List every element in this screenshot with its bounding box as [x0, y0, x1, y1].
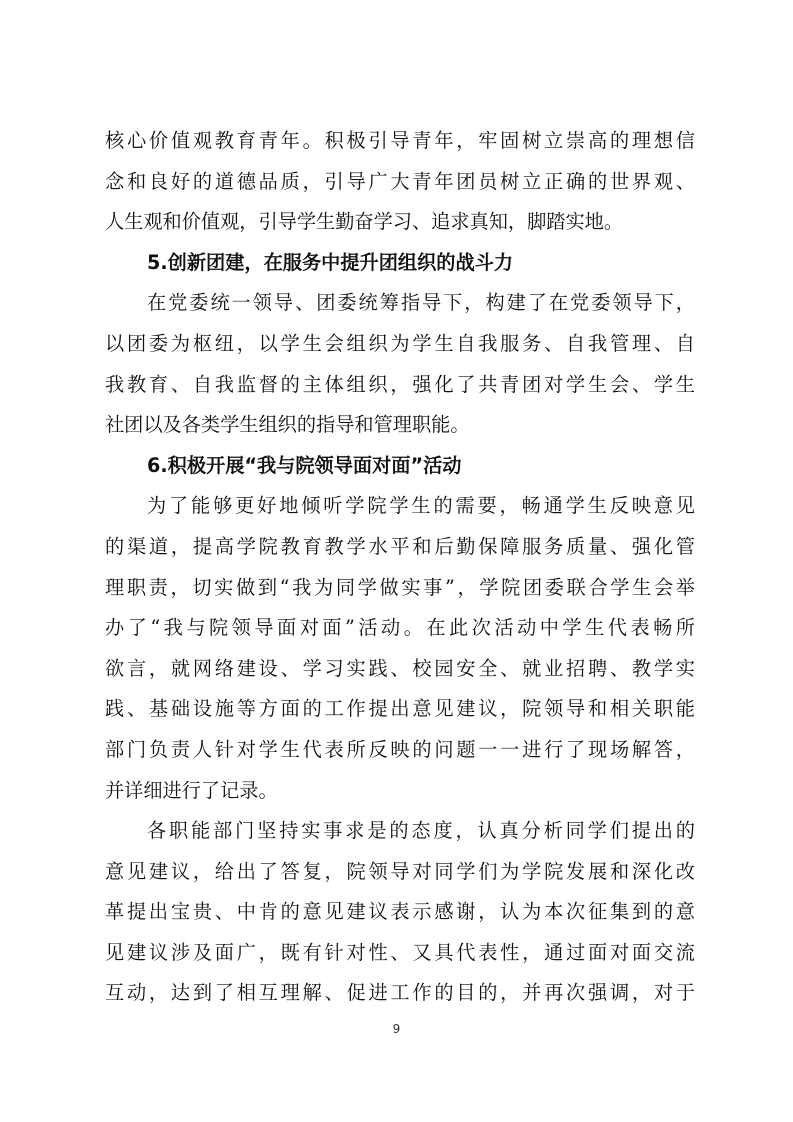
- section-heading-6: [105, 446, 695, 487]
- paragraph: [105, 486, 695, 811]
- text-line: 各职能部门坚持实事求是的态度，认真分析同学们提出的: [147, 819, 695, 843]
- text-line: 践、基础设施等方面的工作提出意见建议，院领导和相关职能: [105, 697, 695, 721]
- text-line: 社团以及各类学生组织的指导和管理职能。: [105, 413, 470, 437]
- text-line: 核心价值观教育青年。积极引导青年，牢固树立崇高的理想信: [105, 129, 695, 152]
- heading-text: 6.积极开展“我与院领导面对面”活动: [147, 453, 462, 477]
- text-line: 理职责，切实做到“我为同学做实事”，学院团委联合学生会举: [105, 575, 695, 599]
- text-line: 在党委统一领导、团委统筹指导下，构建了在党委领导下，: [147, 291, 695, 315]
- paragraph: [105, 811, 695, 1014]
- text-line: 欲言，就网络建设、学习实践、校园安全、就业招聘、教学实: [105, 656, 695, 680]
- page-body: [105, 121, 695, 1014]
- text-line: 见建议涉及面广，既有针对性、又具代表性，通过面对面交流: [105, 940, 695, 964]
- paragraph-continuation: [105, 121, 695, 243]
- text-line: 的渠道，提高学院教育教学水平和后勤保障服务质量、强化管: [105, 534, 695, 558]
- text-line: 部门负责人针对学生代表所反映的问题一一进行了现场解答，: [105, 737, 695, 761]
- text-line: 革提出宝贵、中肯的意见建议表示感谢，认为本次征集到的意: [105, 900, 695, 924]
- text-line: 意见建议，给出了答复，院领导对同学们为学院发展和深化改: [105, 859, 695, 883]
- text-line: 人生观和价值观，引导学生勤奋学习、追求真知，脚踏实地。: [105, 210, 624, 234]
- text-line: 我教育、自我监督的主体组织，强化了共青团对学生会、学生: [105, 372, 695, 396]
- paragraph: [105, 283, 695, 445]
- text-line: 念和良好的道德品质，引导广大青年团员树立正确的世界观、: [105, 169, 695, 193]
- text-line: 并详细进行了记录。: [105, 778, 278, 802]
- text-line: 以团委为枢纽，以学生会组织为学生自我服务、自我管理、自: [105, 331, 695, 355]
- section-heading-5: [105, 243, 695, 284]
- text-line: 办了“我与院领导面对面”活动。在此次活动中学生代表畅所: [105, 616, 695, 640]
- text-line: 互动，达到了相互理解、促进工作的目的，并再次强调，对于: [105, 981, 695, 1005]
- page-number: 9: [392, 1022, 401, 1036]
- text-line: 为了能够更好地倾听学院学生的需要，畅通学生反映意见: [147, 494, 695, 518]
- heading-text: 5.创新团建，在服务中提升团组织的战斗力: [147, 250, 514, 274]
